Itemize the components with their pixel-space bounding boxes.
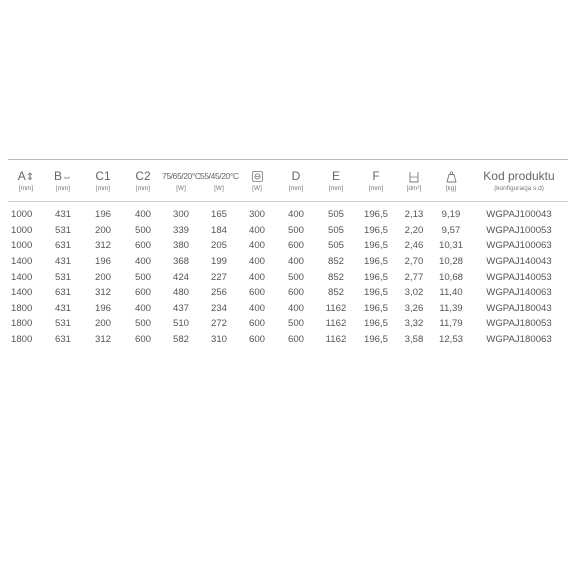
table-cell: 200	[94, 318, 111, 330]
table-cell: 400	[134, 302, 151, 314]
table-cell: 10,28	[438, 256, 463, 268]
table-cell: 200	[94, 224, 111, 236]
table-cell: 312	[94, 334, 111, 346]
table-cell: 300	[248, 209, 265, 221]
table-cell: 500	[287, 224, 304, 236]
table-row	[8, 332, 568, 348]
table-cell: 272	[210, 318, 227, 330]
table-cell: 600	[248, 334, 265, 346]
table-cell: 500	[134, 318, 151, 330]
table-cell: 3,02	[404, 287, 424, 299]
header-weight	[432, 160, 470, 194]
table-cell: 852	[327, 271, 344, 283]
table-cell: 196,5	[363, 302, 388, 314]
table-cell: 234	[210, 302, 227, 314]
header-surface-unit: [dm²]	[406, 185, 422, 192]
table-cell: 400	[287, 256, 304, 268]
table-cell: 505	[327, 209, 344, 221]
table-cell: 196,5	[363, 334, 388, 346]
table-cell: 196,5	[363, 240, 388, 252]
table-cell: 400	[248, 302, 265, 314]
table-cell: 400	[248, 271, 265, 283]
horizontal-arrow-icon: ⇔	[62, 172, 72, 183]
table-cell: 196,5	[363, 271, 388, 283]
table-cell: 531	[54, 271, 71, 283]
table-cell: 600	[248, 287, 265, 299]
table-cell: 2,70	[404, 256, 424, 268]
table-cell: 1000	[11, 224, 33, 236]
table-cell: 400	[287, 209, 304, 221]
table-row	[8, 238, 568, 254]
table-cell: 312	[94, 240, 111, 252]
header-power-55-unit: [W]	[214, 185, 224, 192]
table-cell: WGPAJ140043	[486, 256, 552, 268]
header-c2-label: C2	[135, 169, 151, 183]
table-cell: 1800	[11, 318, 33, 330]
table-cell: WGPAJ100043	[486, 209, 552, 221]
table-body	[8, 202, 568, 347]
header-c1	[82, 160, 124, 194]
header-product-code-label: Kod produktu	[483, 169, 555, 183]
table-cell: WGPAJ180043	[486, 302, 552, 314]
table-cell: 500	[287, 271, 304, 283]
header-d-label: D	[291, 169, 301, 183]
header-e-label: E	[331, 169, 340, 183]
table-cell: 196	[94, 209, 111, 221]
table-cell: WGPAJ100063	[486, 240, 552, 252]
table-cell: 500	[287, 318, 304, 330]
table-cell: 631	[54, 287, 71, 299]
table-cell: 631	[54, 334, 71, 346]
table-cell: 505	[327, 224, 344, 236]
table-cell: 400	[248, 224, 265, 236]
header-surface	[396, 160, 432, 194]
table-cell: 380	[172, 240, 189, 252]
table-cell: 2,20	[404, 224, 424, 236]
table-cell: 339	[172, 224, 189, 236]
table-cell: 9,19	[441, 209, 461, 221]
table-cell: 424	[172, 271, 189, 283]
table-cell: 600	[134, 287, 151, 299]
table-cell: 431	[54, 209, 71, 221]
header-b-unit: [mm]	[55, 185, 71, 192]
table-cell: 531	[54, 318, 71, 330]
table-cell: 1000	[11, 240, 33, 252]
table-cell: 3,26	[404, 302, 424, 314]
header-f-unit: [mm]	[368, 185, 384, 192]
header-power-55	[200, 160, 238, 194]
table-cell: 10,68	[438, 271, 463, 283]
table-cell: 10,31	[438, 240, 463, 252]
header-power-55-label: 55/45/20°C	[200, 171, 239, 181]
table-cell: 600	[248, 318, 265, 330]
header-e	[316, 160, 356, 194]
table-cell: 852	[327, 287, 344, 299]
table-cell: WGPAJ140053	[486, 271, 552, 283]
table-row	[8, 269, 568, 285]
table-cell: 631	[54, 240, 71, 252]
header-d	[276, 160, 316, 194]
header-power-75-unit: [W]	[176, 185, 186, 192]
header-power-75-label: 75/65/20°C	[162, 171, 201, 181]
table-cell: 600	[134, 240, 151, 252]
header-f-label: F	[372, 169, 380, 183]
table-cell: 400	[134, 256, 151, 268]
table-cell: 196	[94, 302, 111, 314]
table-cell: 2,46	[404, 240, 424, 252]
table-cell: 582	[172, 334, 189, 346]
table-cell: 400	[248, 256, 265, 268]
header-c2-unit: [mm]	[135, 185, 151, 192]
table-cell: WGPAJ180053	[486, 318, 552, 330]
table-cell: 431	[54, 256, 71, 268]
table-cell: WGPAJ140063	[486, 287, 552, 299]
table-cell: 312	[94, 287, 111, 299]
table-cell: 400	[248, 240, 265, 252]
table-cell: 368	[172, 256, 189, 268]
table-cell: 165	[210, 209, 227, 221]
table-cell: 1162	[325, 334, 347, 346]
table-cell: 1400	[11, 287, 33, 299]
table-cell: 400	[134, 209, 151, 221]
table-cell: 2,13	[404, 209, 424, 221]
table-header-row	[8, 160, 568, 201]
table-cell: 205	[210, 240, 227, 252]
table-cell: 1800	[11, 302, 33, 314]
header-b	[44, 160, 82, 194]
table-cell: 196,5	[363, 318, 388, 330]
table-cell: 437	[172, 302, 189, 314]
table-cell: 3,32	[404, 318, 424, 330]
table-row	[8, 301, 568, 317]
table-cell: 2,77	[404, 271, 424, 283]
table-cell: 227	[210, 271, 227, 283]
header-a	[8, 160, 44, 194]
table-row	[8, 285, 568, 301]
header-c2	[124, 160, 162, 194]
header-a-label: A	[17, 169, 26, 183]
table-cell: 196,5	[363, 287, 388, 299]
table-row	[8, 207, 568, 223]
table-cell: 600	[287, 287, 304, 299]
table-cell: 480	[172, 287, 189, 299]
table-cell: 9,57	[441, 224, 461, 236]
table-cell: 200	[94, 271, 111, 283]
header-product-code-note: (konfiguracja s.d)	[494, 185, 544, 192]
table-cell: 196,5	[363, 209, 388, 221]
header-weight-unit: [kg]	[445, 185, 457, 192]
table-cell: 1000	[11, 209, 33, 221]
table-cell: 600	[134, 334, 151, 346]
table-cell: 184	[210, 224, 227, 236]
table-cell: 11,40	[439, 287, 463, 299]
header-heater	[238, 160, 276, 194]
table-cell: 510	[172, 318, 189, 330]
table-cell: WGPAJ100053	[486, 224, 552, 236]
table-cell: 3,58	[404, 334, 424, 346]
table-cell: 531	[54, 224, 71, 236]
table-cell: 1400	[11, 271, 33, 283]
table-cell: 852	[327, 256, 344, 268]
table-cell: 199	[210, 256, 227, 268]
table-cell: 11,79	[439, 318, 463, 330]
header-d-unit: [mm]	[288, 185, 304, 192]
table-cell: 256	[210, 287, 227, 299]
header-product-code	[470, 160, 568, 194]
header-c1-label: C1	[95, 169, 111, 183]
table-cell: 300	[172, 209, 189, 221]
header-f	[356, 160, 396, 194]
table-cell: 1800	[11, 334, 33, 346]
table-cell: 505	[327, 240, 344, 252]
table-cell: WGPAJ180063	[486, 334, 552, 346]
table-cell: 196,5	[363, 224, 388, 236]
product-spec-table	[8, 159, 568, 347]
table-cell: 11,39	[439, 302, 463, 314]
table-cell: 12,53	[438, 334, 463, 346]
table-cell: 600	[287, 240, 304, 252]
table-row	[8, 223, 568, 239]
header-heater-unit: [W]	[252, 185, 262, 192]
table-cell: 1162	[325, 302, 347, 314]
header-e-unit: [mm]	[328, 185, 344, 192]
header-b-label: B	[53, 169, 62, 183]
table-cell: 196	[94, 256, 111, 268]
header-a-unit: [mm]	[18, 185, 34, 192]
table-cell: 1162	[325, 318, 347, 330]
weight-icon	[446, 171, 457, 183]
table-cell: 600	[287, 334, 304, 346]
table-cell: 1400	[11, 256, 33, 268]
table-cell: 431	[54, 302, 71, 314]
table-cell: 400	[287, 302, 304, 314]
vertical-arrow-icon: ⇕	[25, 172, 35, 183]
table-row	[8, 254, 568, 270]
table-row	[8, 316, 568, 332]
header-c1-unit: [mm]	[95, 185, 111, 192]
surface-area-icon	[409, 171, 419, 183]
header-power-75	[162, 160, 200, 194]
table-cell: 500	[134, 224, 151, 236]
table-cell: 500	[134, 271, 151, 283]
heating-element-icon	[252, 171, 263, 182]
table-cell: 310	[210, 334, 227, 346]
table-cell: 196,5	[363, 256, 388, 268]
